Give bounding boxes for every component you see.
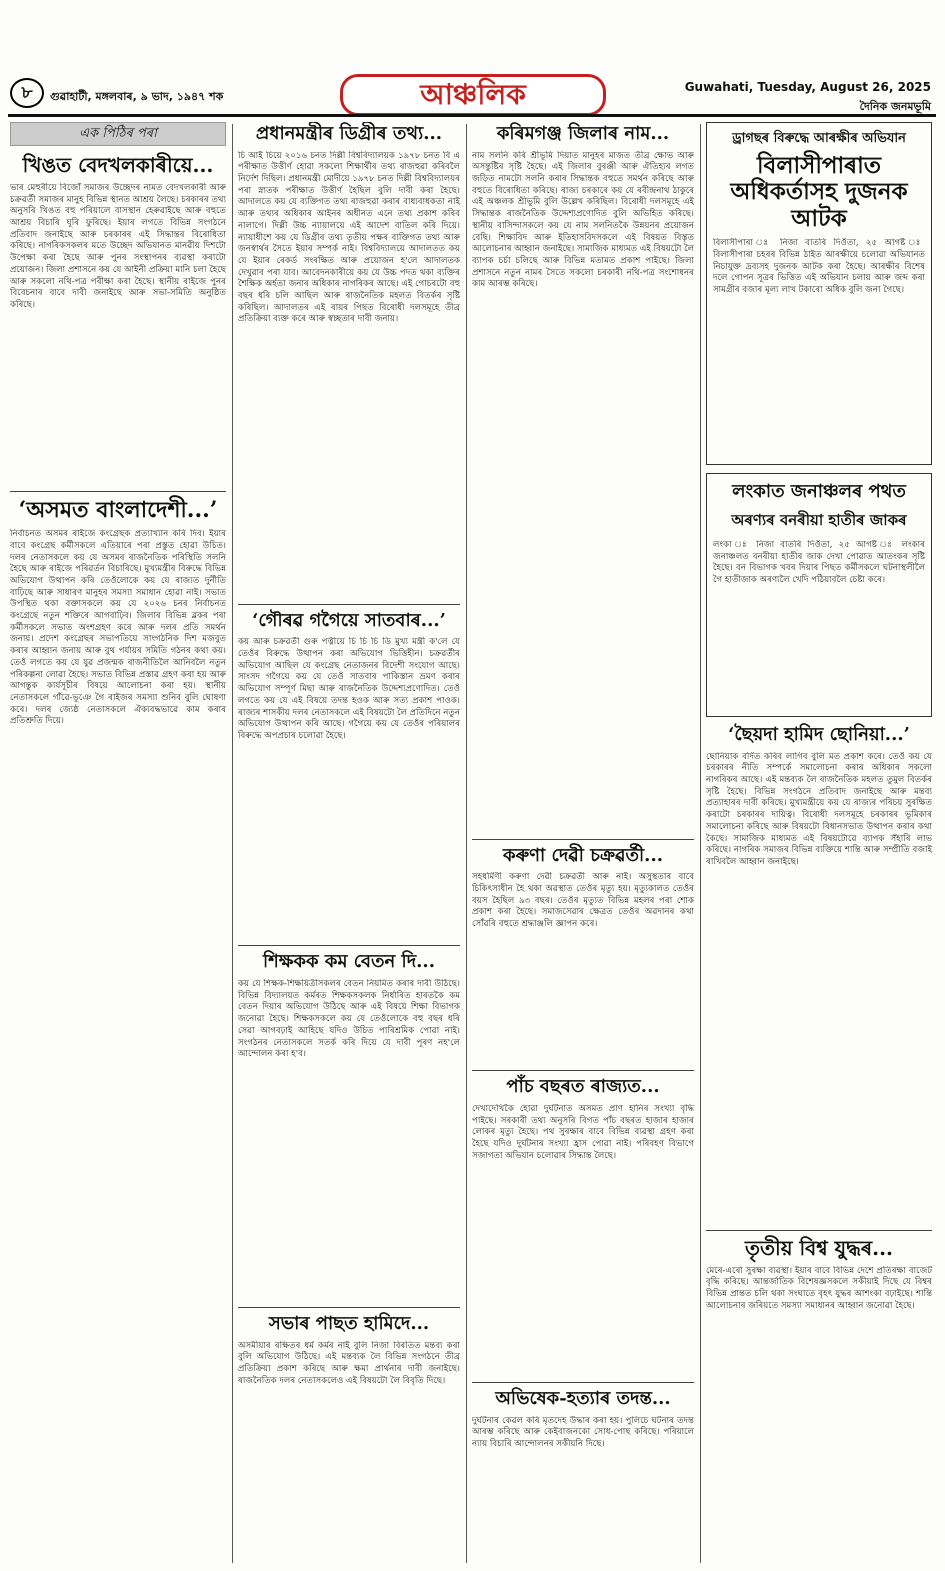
left-date: গুৱাহাটী, মঙ্গলবাৰ, ৯ ভাদ, ১৯৪৭ শক bbox=[50, 90, 224, 103]
masthead-rule bbox=[8, 114, 936, 117]
article-body-col3-story4: দুৰ্ঘটনাৰ কেৱল কৰি মৃতদেহ উদ্ধাৰ কৰা হয়। পুলিচে ঘটনাৰ তদন্ত আৰম্ভ কৰিছে আৰু কেইবাজনকো সোধ-পোছ কৰিছে। পৰিয়ালে ন্যায় বিচাৰি আন্দোলনৰ সকীয়নি দিছে। bbox=[472, 1415, 694, 1450]
headline-col4-box2: লংকাত জনাঞ্চলৰ পথত bbox=[732, 481, 906, 503]
divider bbox=[238, 945, 460, 946]
headline-col1-story2: ‘অসমত বাংলাদেশী...’ bbox=[18, 497, 218, 523]
divider bbox=[238, 604, 460, 605]
divider bbox=[472, 1382, 694, 1383]
headline-col3-story4: অভিষেক-হত্যাৰ তদন্ত... bbox=[495, 1388, 671, 1410]
headline-col3-story1: কৰিমগঞ্জ জিলাৰ নাম... bbox=[496, 123, 670, 144]
article-body-col3-story2: সহধৰ্মিণী কৰুণা দেৱী চক্ৰৱৰ্তী আৰু নাই। অসুস্থতাৰ বাবে চিকিৎসাধীন হৈ থকা অৱস্থাত তেওঁৰ মৃত্যু হয়। মৃত্যুকালত তেওঁৰ বয়স হৈছিল ৯৩ বছৰ। তেওঁৰ মৃত্যুত বিভিন্ন মহলৰ পৰা শোক প্ৰকাশ কৰা হৈছে। সমাজসেৱাৰ ক্ষেত্ৰত তেওঁৰ অৱদানৰ কথা সোঁৱৰি বহুতে শ্ৰদ্ধাঞ্জলি জ্ঞাপন কৰে। bbox=[472, 872, 694, 930]
article-body-col3-story3: দেখাদেখিকৈ হোৱা দুৰ্ঘটনাত অসমত প্ৰাণ হানিৰ সংখ্যা বৃদ্ধি পাইছে। সৰকাৰী তথ্য অনুসৰি বিগত পাঁচ বছৰত হাজাৰ হাজাৰ লোকৰ মৃত্যু হৈছে। পথ সুৰক্ষাৰ বাবে বিভিন্ন ব্যৱস্থা গ্ৰহণ কৰা হৈছে যদিও দুৰ্ঘটনাৰ সংখ্যা হ্ৰাস পোৱা নাই। পৰিবহণ বিভাগে সজাগতা অভিযান চলোৱাৰ সিদ্ধান্ত লৈছে। bbox=[472, 1104, 694, 1161]
column-3 bbox=[472, 122, 694, 1567]
continued-tag: এক পিঠিৰ পৰা bbox=[10, 122, 226, 146]
section-banner: আঞ্চলিক bbox=[340, 74, 606, 116]
article-body-col2-story1: চি আই চিয়ে ২০১৬ চনত দিল্লী বিশ্ববিদ্যালয়ক ১৯৭৮ চনত বি এ পৰীক্ষাত উত্তীৰ্ণ হোৱা সকলো শিক্ষাৰ্থীৰ তথ্য ৰাজহুৱা কৰিবলৈ নিৰ্দেশ দিছিল। প্ৰধানমন্ত্ৰী মোদীয়ে ১৯৭৮ চনত দিল্লী বিশ্ববিদ্যালয়ৰ পৰা স্নাতক পৰীক্ষাত উত্তীৰ্ণ হৈছিল বুলি দাবী কৰা হৈছে। আদালতে কয় যে ব্যক্তিগত তথ্য ৰাজহুৱা কৰাৰ বাধ্যবাধকতা নাই আৰু তথ্যৰ অধিকাৰ আইনৰ অধীনত এনে তথ্য প্ৰকাশ কৰিব নালাগে। দিল্লী উচ্চ ন্যায়ালয়ে এই আদেশ বাতিল কৰি দিয়ে। ন্যায়াধীশে কয় যে ডিগ্ৰীৰ তথ্য তৃতীয় পক্ষৰ ব্যক্তিগত তথ্য আৰু জনস্বাৰ্থৰ সৈতে ইয়াৰ সম্পৰ্ক নাই। বিশ্ববিদ্যালয়ে আদালতত কয় যে ইয়াৰ ৰেকৰ্ড সংৰক্ষিত আৰু প্ৰয়োজন হ'লে আদালতক দেখুৱাব পৰা যাব। আবেদনকাৰীয়ে কয় যে উচ্চ পদত থকা ব্যক্তিৰ শৈক্ষিক অৰ্হতা জনাৰ অধিকাৰ নাগৰিকৰ আছে। এই গোচৰটো বহু বছৰ ধৰি চলি আছিল আৰু ৰাজনৈতিক মহলত বিতৰ্কৰ সৃষ্টি কৰিছিল। আদালতৰ এই ৰায়ৰ পিছত বিৰোধী দলসমূহে তীব্ৰ প্ৰতিক্ৰিয়া ব্যক্ত কৰে আৰু স্বচ্ছতাৰ দাবী জনায়। bbox=[238, 150, 460, 325]
article-body-col4-story4: মেৰে-এৰো সুৰক্ষা ব্যৱস্থা। ইয়াৰ বাবে বিভিন্ন দেশে প্ৰতিৰক্ষা বাজেট বৃদ্ধি কৰিছে। আন্তৰ্জাতিক বিশেষজ্ঞসকলে সকীয়াই দিছে যে বিশ্বৰ বিভিন্ন প্ৰান্তত চলি থকা সংঘাতে বৃহৎ যুদ্ধৰ আশংকা বঢ়াইছে। শান্তি আলোচনাৰ জৰিয়তে সমস্যা সমাধানৰ আহ্বান জনোৱা হৈছে। bbox=[706, 1265, 932, 1311]
article-body-col4-box1: বিলাসীপাৰা ঃ নিজা বাতৰি দিওঁতা, ২৫ আগষ্ট ঃ বিলাসীপাৰা চহৰৰ বিভিন্ন ঠাইত আৰক্ষীয়ে চলোৱা অভিযানত নিচাযুক্ত দ্ৰব্যসহ দুজনক আটক কৰা হৈছে। আৰক্ষীৰ বিশেষ দলে গোপন সূত্ৰৰ ভিত্তিত এই অভিযান চলায় আৰু জব্দ কৰা সামগ্ৰীৰ বজাৰ মূল্য লাখ টকাৰো অধিক বুলি জনা গৈছে। bbox=[713, 238, 925, 296]
article-body-col1-story1: ভাৰ মেহুৰীয়ে বিজোঁ সমাজৰ উচ্ছেদৰ নামত বেদখলকাৰী আৰু চক্ৰৱৰ্তী সমাজৰ মানুহ বিভিন্ন স্থানত আশ্ৰয় লৈছে। চৰকাৰৰ তথ্য অনুসৰি খিঙত বহু পৰিয়ালে বাসস্থান হেৰুৱাইছে আৰু বহুতে আশ্ৰয় বিচাৰি ঘূৰি ফুৰিছে। ইয়াৰ লগতে বিভিন্ন সংগঠনে প্ৰতিবাদ জনাইছে আৰু চৰকাৰৰ এই সিদ্ধান্তৰ বিৰোধিতা কৰিছে। নাগৰিকসকলৰ মতে উচ্ছেদ অভিযানত মানৱীয় দিশটো উপেক্ষা কৰা হৈছে আৰু পুনৰ সংস্থাপনৰ ব্যৱস্থা কৰাটো প্ৰয়োজন। জিলা প্ৰশাসনে কয় যে আইনী প্ৰক্ৰিয়া মানি চলা হৈছে আৰু সকলো নথি-পত্ৰ পৰীক্ষা কৰা হৈছে। স্থানীয় ৰাইজে পুনৰ বিবেচনাৰ বাবে দাবী জনাইছে আৰু সভা-সমিতি অনুষ্ঠিত কৰিছে। bbox=[10, 183, 226, 310]
column-rule bbox=[700, 124, 701, 1563]
headline-col2-story1: প্ৰধানমন্ত্ৰীৰ ডিগ্ৰীৰ তথ্য... bbox=[255, 123, 443, 144]
column-rule bbox=[232, 124, 233, 1563]
divider bbox=[10, 491, 226, 492]
column-2 bbox=[238, 122, 460, 1567]
divider bbox=[238, 1307, 460, 1308]
paper-name: দৈনিক জনমভূমি bbox=[859, 100, 931, 113]
box-story-1 bbox=[706, 122, 932, 465]
divider bbox=[472, 1070, 694, 1071]
headline-col1-story1: খিঙত বেদখলকাৰীয়ে... bbox=[22, 153, 214, 177]
article-body-col4-box2: লংকা ঃ নিজা বাতৰি দিওঁতা, ২৫ আগষ্ট ঃ লংকাৰ জনাঞ্চলত বনৰীয়া হাতীৰ জাক দেখা পোৱাত আতংকৰ সৃষ্টি হৈছে। বন বিভাগক খবৰ দিয়াৰ পিছত কৰ্মীসকলে ঘটনাস্থলীলৈ গৈ হাতীজাক অৰণ্যলৈ খেদি পঠিয়াবলৈ চেষ্টা কৰে। bbox=[713, 540, 925, 586]
article-body-col2-story2: কয় আৰু চক্ৰৱৰ্তী গুৰু পত্নীয়ে চি চি চি ডি মুখ্য মন্ত্ৰী ক'লে যে তেওঁৰ বিৰুদ্ধে উত্থাপন কৰা অভিযোগ ভিত্তিহীন। চক্ৰৱৰ্তীৰ অভিযোগ আছিল যে কংগ্ৰেছ নেতাজনৰ বিদেশী সংযোগ আছে। সাংসদ গগৈয়ে কয় যে তেওঁ সাতবাৰ পাকিস্তান ভ্ৰমণ কৰাৰ অভিযোগ সম্পূৰ্ণ মিছা আৰু ৰাজনৈতিক উদ্দেশ্যপ্ৰণোদিত। তেওঁ লগতে কয় যে এই বিষয়ে তদন্ত হওক আৰু সত্য প্ৰকাশ পাওক। ৰাজ্যৰ শাসকীয় দলৰ নেতাসকলে এই বিষয়টো লৈ প্ৰতিদিনে নতুন অভিযোগ উত্থাপন কৰি আছে। গগৈয়ে কয় যে তেওঁৰ পৰিয়ালৰ বিৰুদ্ধে অপপ্ৰচাৰ চলোৱা হৈছে। bbox=[238, 637, 460, 741]
article-body-col1-story2: নিৰ্বাচনত অসমৰ ৰাইজে কংগ্ৰেছক প্ৰত্যাখ্যান কৰি দিব। ইয়াৰ বাবে কংগ্ৰেছ কৰ্মীসকলে এতিয়াৰে পৰা প্ৰস্তুত হোৱা উচিত। দলৰ নেতাসকলে কয় যে অসমৰ ৰাজনৈতিক পৰিস্থিতি সলনি হৈছে আৰু ৰাইজে পৰিৱৰ্তন বিচাৰিছে। মুখ্যমন্ত্ৰীৰ বিৰুদ্ধে বিভিন্ন অভিযোগ উত্থাপন কৰি তেওঁলোকে কয় যে ৰাজ্যত দুৰ্নীতি বাঢ়িছে আৰু সাধাৰণ মানুহৰ সমস্যা সমাধান হোৱা নাই। সভাত উপস্থিত থকা বক্তাসকলে কয় যে ২০২৬ চনৰ নিৰ্বাচনত কংগ্ৰেছে নতুন শক্তিৰে আগবাঢ়িব। জিলাৰ বিভিন্ন ব্লকৰ পৰা কৰ্মীসকলে সভাত অংশগ্ৰহণ কৰে আৰু দলৰ প্ৰতি সমৰ্থন জনায়। প্ৰদেশ কংগ্ৰেছৰ সভাপতিয়ে সাংগঠনিক দিশ মজবুত কৰাৰ আহ্বান জনায় আৰু বুথ পৰ্যায়ৰ সমিতি গঠনৰ কথা কয়। তেওঁ লগতে কয় যে যুৱ প্ৰজন্মক ৰাজনীতিলৈ আনিবলৈ নতুন পৰিকল্পনা লোৱা হৈছে। সভাত বিভিন্ন প্ৰস্তাৱ গ্ৰহণ কৰা হয় আৰু আগন্তুক কাৰ্যসূচীৰ বিষয়ে আলোচনা কৰা হয়। স্থানীয় নেতাসকলে গাঁৱে-ভূঞে গৈ ৰাইজৰ সমস্যা শুনিব বুলি ঘোষণা কৰে। দলৰ জ্যেষ্ঠ নেতাসকলে ঐক্যবদ্ধভাৱে কাম কৰাৰ প্ৰতিশ্ৰুতি দিয়ে। bbox=[10, 529, 226, 727]
headline-col2-story2: ‘গৌৰৱ গগৈয়ে সাতবাৰ...’ bbox=[252, 609, 446, 631]
headline-col3-story2: কৰুণা দেৱী চক্ৰৱৰ্তী... bbox=[503, 844, 663, 866]
column-1 bbox=[10, 122, 226, 1567]
headline-col2-story4: সভাৰ পাছত হামিদে... bbox=[268, 1313, 430, 1335]
headline-col4-story3: ‘ছৈয়দা হামিদ ছোনিয়া...’ bbox=[728, 724, 910, 745]
column-rule bbox=[466, 124, 467, 1563]
headline-col4-box1: বিলাসীপাৰাত অধিকৰ্তাসহ দুজনক আটক bbox=[730, 152, 908, 232]
page-number: ৮ bbox=[10, 78, 44, 108]
article-body-col2-story3: কয় যে শিক্ষক-শিক্ষয়িত্ৰীসকলৰ বেতন নিয়মিত কৰাৰ দাবী উঠিছে। বিভিন্ন বিদ্যালয়ত কৰ্মৰত শিক্ষকসকলক নিৰ্ধাৰিত হাৰতকৈ কম বেতন দিয়াৰ অভিযোগ উঠিছে আৰু এই বিষয়ে শিক্ষা বিভাগক জনোৱা হৈছে। শিক্ষকসকলে কয় যে তেওঁলোকে বহু বছৰ ধৰি সেৱা আগবঢ়াই আহিছে যদিও উচিত পাৰিশ্ৰমিক পোৱা নাই। সংগঠনৰ নেতাসকলে সতৰ্ক কৰি দিয়ে যে দাবী পূৰণ নহ'লে আন্দোলন কৰা হ'ব। bbox=[238, 979, 460, 1060]
headline-col3-story3: পাঁচ বছৰত ৰাজ্যত... bbox=[506, 1076, 660, 1098]
box-story-2 bbox=[706, 473, 932, 717]
divider bbox=[706, 1230, 932, 1231]
box1-kicker: ড্ৰাগছৰ বিৰুদ্ধে আৰক্ষীৰ অভিযান bbox=[732, 131, 906, 146]
headline-col4-story4: তৃতীয় বিশ্ব যুদ্ধৰ... bbox=[744, 1235, 894, 1260]
article-body-col3-story1: নাম সলনি কৰি শ্ৰীভূমি দিয়াত মানুহৰ মাজত তীব্ৰ ক্ষোভ আৰু অসন্তুষ্টিৰ সৃষ্টি হৈছে। এই জিলাৰ বুৰঞ্জী আৰু ঐতিহ্যৰ লগত জড়িত নামটো সলনি কৰাৰ সিদ্ধান্তক বহুতে সমৰ্থন কৰিছে আৰু বহুতে বিৰোধিতা কৰিছে। ৰাজ্য চৰকাৰে কয় যে ৰবীন্দ্ৰনাথ ঠাকুৰে এই অঞ্চলক শ্ৰীভূমি বুলি উল্লেখ কৰিছিল। বিৰোধী দলসমূহে এই সিদ্ধান্তক ৰাজনৈতিক উদ্দেশ্যপ্ৰণোদিত বুলি অভিহিত কৰিছে। স্থানীয় বাসিন্দাসকলে কয় যে নাম সলনিতকৈ উন্নয়নৰ প্ৰয়োজন বেছি। শিক্ষাবিদ আৰু ইতিহাসবিদসকলে এই বিষয়ত বিস্তৃত আলোচনাৰ আহ্বান জনাইছে। সামাজিক মাধ্যমত এই বিষয়টো লৈ ব্যাপক চৰ্চা চলিছে আৰু বিভিন্ন মতামত প্ৰকাশ পাইছে। জিলা প্ৰশাসনে নতুন নামৰ সৈতে সকলো চৰকাৰী নথি-পত্ৰ সংশোধনৰ কাম আৰম্ভ কৰিছে। bbox=[472, 150, 694, 290]
column-4 bbox=[706, 122, 932, 1567]
headline-col2-story3: শিক্ষকক কম বেতন দি... bbox=[263, 951, 435, 973]
divider bbox=[472, 839, 694, 840]
masthead bbox=[0, 0, 945, 118]
right-date: Guwahati, Tuesday, August 26, 2025 bbox=[684, 80, 931, 94]
article-body-col4-story3: ছোনিয়াক বৰ্দিত কৰিব লাগিব বুলি মত প্ৰকাশ কৰে। তেওঁ কয় যে চৰকাৰৰ নীতি সম্পৰ্কে সমালোচনা কৰাৰ অধিকাৰ সকলো নাগৰিকৰ আছে। এই মন্তব্যক লৈ ৰাজনৈতিক মহলত তুমুল বিতৰ্কৰ সৃষ্টি হৈছে। বিভিন্ন সংগঠনে প্ৰতিবাদ জনাইছে আৰু মন্তব্য প্ৰত্যাহাৰৰ দাবী কৰিছে। মুখ্যমন্ত্ৰীয়ে কয় যে ৰাজ্যৰ পৰিচয় সুৰক্ষিত কৰাটো চৰকাৰৰ দায়িত্ব। বিৰোধী দলসমূহে চৰকাৰৰ ভূমিকাৰ সমালোচনা কৰিছে আৰু বিষয়টো বিধানসভাত উত্থাপন কৰাৰ কথা কৈছে। সামাজিক মাধ্যমত এই বিষয়টোৱে ব্যাপক সঁহাৰি লাভ কৰিছে। নাগৰিক সমাজৰ বিভিন্ন ব্যক্তিয়ে শান্তি আৰু সম্প্ৰীতি বজাই ৰাখিবলৈ আহ্বান জনাইছে। bbox=[706, 751, 932, 867]
article-body-col2-story4: অসমীয়াৰ ৰক্ষিতৰ ধৰ্ম কৰ্মৰ নাই বুলি নিজা বিৰতিত মন্তব্য কৰা বুলি অভিযোগ উঠিছে। এই মন্তব্যক লৈ বিভিন্ন সংগঠনে তীব্ৰ প্ৰতিক্ৰিয়া প্ৰকাশ কৰিছে আৰু ক্ষমা প্ৰাৰ্থনাৰ দাবী জনাইছে। ৰাজনৈতিক দলৰ নেতাসকলেও এই বিষয়টো লৈ বিবৃতি দিছে। bbox=[238, 1340, 460, 1386]
subheadline-col4-box2: অৰণ্যৰ বনৰীয়া হাতীৰ জাকৰ bbox=[731, 511, 907, 529]
